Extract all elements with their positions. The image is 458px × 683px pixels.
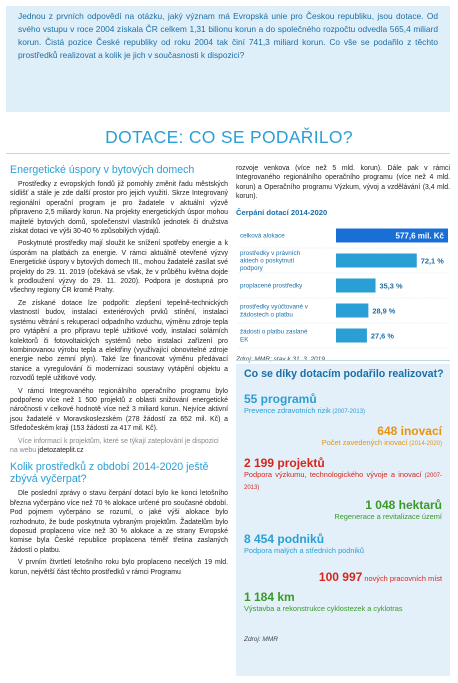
value-label: 28,9 % (372, 306, 396, 316)
section-title-energy: Energetické úspory v bytových domech (10, 164, 195, 176)
result-value: 2 199 projektů (244, 456, 325, 470)
category-label: prostředky v právních aktech o poskytnutí podpory (240, 249, 301, 272)
result-value: 1 184 km (244, 590, 295, 604)
result-item (244, 532, 442, 556)
result-item (244, 424, 442, 450)
divider (236, 360, 450, 361)
category-label: žádosti o platbu zaslané EK (240, 328, 308, 343)
section-title-remaining: Kolik prostředků z období 2014-2020 ještě zbývá vyčerpat? (10, 461, 209, 486)
paragraph: Prostředky z evropských fondů již pomohly změnit řadu městských sídlišť a stále je zde další prostor pro jejich využití. Skrze Integrovaný regionální operační program je pro žadatele v aktuální výzvě připraveno 2,5 miliardy korun. Na projekty energetických úspor mohou majitelé bytových domů, společenství vlastníků jednotek či družstva získat dotaci ve výši 30-40 % způsobilých výdajů. (10, 181, 228, 236)
bar (336, 278, 376, 292)
paragraph: Dle poslední zprávy o stavu čerpání dotací bylo ke konci letošního března vyčerpáno více než 70 % alokace určené pro současné období. Pod pojmem vyčerpáno se rozumí, o jaké výši alokace bylo rozhodnuto, že bude poskytnuta vybraným projektům. Žadatelům bylo doposud proplaceno více než 30 % alokace a ze strany Evropské komise byla České republice proplacena téměř třetina zaslaných žádostí o platbu. (10, 490, 228, 554)
result-label (244, 470, 442, 493)
value-label: 35,3 % (379, 281, 403, 291)
result-value: 1 048 hektarů (365, 498, 442, 512)
result-value: 8 454 podniků (244, 532, 325, 546)
category-label: celková alokace (240, 232, 285, 240)
page-headline: DOTACE: CO SE PODAŘILO? (105, 127, 353, 147)
info-note (10, 437, 228, 456)
chart-title: Čerpání dotací 2014-2020 (236, 207, 328, 217)
result-label: Regenerace a revitalizace území (334, 512, 442, 521)
bar (336, 303, 368, 317)
web-link[interactable]: jdetozateplit.cz (37, 446, 84, 454)
result-period: (2007-2013) (330, 409, 366, 415)
result-text: Počet zavedených inovací (321, 438, 408, 447)
result-value: 55 programů (244, 392, 317, 406)
result-value: 100 997 (318, 570, 363, 584)
result-item (244, 456, 442, 493)
intro-box (6, 6, 450, 112)
result-item (244, 590, 442, 614)
result-label: nových pracovních míst (362, 574, 442, 583)
result-value: 648 inovací (377, 424, 442, 438)
paragraph: V prvním čtvrtletí letošního roku bylo proplaceno necelých 19 mld. korun, největší část těchto prostředků v rámci Programu (10, 559, 228, 576)
note-text: Více informací k projektům, které se týkají zateplování je dispozici na webu (10, 437, 219, 454)
paragraph: rozvoje venkova (více než 5 mld. korun). Dále pak v rámci Integrovaného regionálního operačního programu (více než 4 mld. korun) a Operačního programu Výzkum, vývoj a vzdělávání (3,4 mld. korun). (236, 165, 450, 201)
divider (6, 153, 450, 154)
bar (336, 328, 367, 342)
results-source: Zdroj: MMR (244, 636, 278, 643)
results-box (236, 364, 450, 676)
value-label: 72,1 % (420, 256, 444, 266)
value-label: 27,6 % (370, 331, 394, 341)
result-period: (2007-2013) (244, 473, 442, 491)
intro-text: Jednou z prvních odpovědí na otázku, jaký význam má Evropská unie pro Českou republiku, jsou dotace. Od svého vstupu v roce 2004 získala ČR celkem 1,31 bilionu korun a do společného rozpočtu odvedla 565,4 miliard korun. Čistá pozice České republiky od roku 2004 tak činí 741,3 miliard korun. Co vše se podařilo z těchto prostředků realizovat a kolik je jich v současnosti k dispozici? (18, 11, 438, 61)
result-text: Podpora výzkumu, technologického vývoje a inovací (244, 470, 422, 479)
result-item (244, 498, 442, 522)
results-title: Co se díky dotacím podařilo realizovat? (244, 368, 444, 380)
result-period: (2014-2020) (407, 441, 442, 447)
result-item (244, 568, 442, 586)
result-label: Podpora malých a středních podniků (244, 546, 364, 555)
left-column (10, 164, 228, 580)
category-label: prostředky vyúčtované v žádostech o platbu (240, 303, 308, 318)
result-label (244, 406, 442, 418)
value-label: 577,6 mil. Kč (395, 231, 444, 241)
drawdown-bar-chart (236, 221, 450, 351)
paragraph: Ze získané dotace lze podpořit: zlepšení tepelně-technických vlastností budov, instalaci exteriérových prvků stínění, instalaci systému větrání s rekuperací odpadního vzduchu, výměnu zdroje tepla pro vytápění a pro přípravu teplé užitkové vody, instalaci solárních kolektorů či fotovoltaických systémů nebo instalaci zařízení pro kombinovanou výrobu tepla a elektřiny (využívající obnovitelné zdroje energie nebo zemní plyn). Také lze financovat výměnu předávací stanice a vyregulování či modernizaci soustavy vytápění objektu a rozvodů teplé užitkové vody. (10, 299, 228, 383)
result-item (244, 392, 442, 418)
bar (336, 253, 417, 267)
result-text: Prevence zdravotních rizik (244, 406, 331, 415)
category-label: proplacené prostředky (240, 282, 303, 290)
result-label (244, 438, 442, 450)
right-column (236, 164, 450, 363)
result-label: Výstavba a rekonstrukce cyklostezek a cyklotras (244, 604, 403, 613)
paragraph: Poskytnuté prostředky mají sloužit ke snížení spotřeby energie a k úsporám na platbách za energie. V rámci aktuálně otevřené výzvy Energetické úspory v bytových domech III., mohou žadatelé zasílat své projekty do 29. 11. 2019 (očekává se však, že v průběhu května dojde k prodloužení výzvy do 29. 11. 2020). Podpora je dostupná pro všechny regiony ČR kromě Prahy. (10, 240, 228, 295)
paragraph: V rámci Integrovaného regionálního operačního programu bylo podpořeno více než 1 500 projektů z oblasti snižování energetické náročnosti v celkové hodnotě více než 3 miliard korun. Nejvíce aktivní jsou žadatelé v Moravskoslezském (278 žádostí za 652 mil. Kč) a Středočeském kraji (153 žádostí za 417 mil. Kč). (10, 387, 228, 433)
